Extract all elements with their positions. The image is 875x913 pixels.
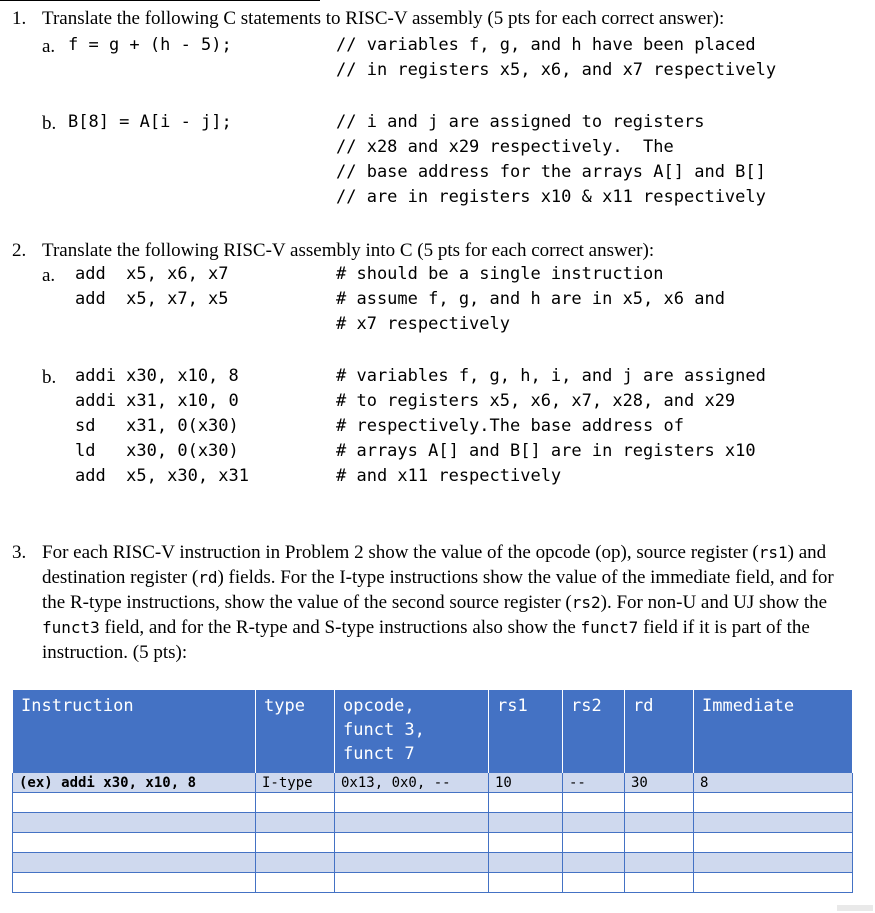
- cell-instruction[interactable]: [13, 813, 256, 833]
- cell-rs2[interactable]: --: [563, 773, 625, 793]
- header-immediate: Immediate: [694, 690, 853, 773]
- code-line: add x5, x7, x5: [75, 289, 229, 309]
- comment-line: # arrays A[] and B[] are in registers x10: [336, 441, 756, 461]
- comment-line: // are in registers x10 & x11 respectively: [336, 187, 766, 207]
- table-header-row: [13, 690, 853, 773]
- header-instruction: Instruction: [13, 690, 256, 773]
- cell-rs2[interactable]: [563, 813, 625, 833]
- cell-rs2[interactable]: [563, 793, 625, 813]
- comment-line: // variables f, g, and h have been placed: [336, 35, 756, 55]
- code-line: sd x31, 0(x30): [75, 416, 239, 436]
- instruction-fields-table: [12, 690, 853, 893]
- cell-rd[interactable]: [625, 853, 694, 873]
- table-row: [13, 813, 853, 833]
- cell-opcode[interactable]: [335, 833, 489, 853]
- cell-type[interactable]: [256, 853, 335, 873]
- rd-term: rd: [198, 568, 218, 587]
- comment-line: # respectively.The base address of: [336, 416, 684, 436]
- problem-2a-comments: [336, 262, 725, 337]
- cell-rs1[interactable]: [489, 833, 563, 853]
- p3-text-part: ) and destination register (: [42, 542, 827, 588]
- header-type: type: [256, 690, 335, 773]
- cell-opcode[interactable]: [335, 793, 489, 813]
- header-rs1: rs1: [489, 690, 563, 773]
- comment-line: # and x11 respectively: [336, 466, 562, 486]
- problem-2b-letter: b.: [42, 367, 57, 388]
- cell-instruction[interactable]: [13, 793, 256, 813]
- cell-rs1[interactable]: [489, 793, 563, 813]
- funct7-term: funct7: [580, 618, 639, 637]
- cell-rd[interactable]: [625, 873, 694, 893]
- code-line: ld x30, 0(x30): [75, 441, 239, 461]
- comment-line: // in registers x5, x6, and x7 respectively: [336, 60, 777, 80]
- problem-3-text: [42, 540, 857, 665]
- problem-1a-code: f = g + (h - 5);: [68, 35, 232, 55]
- cell-instruction[interactable]: [13, 833, 256, 853]
- problem-1b-comments: [336, 110, 766, 210]
- comment-line: # should be a single instruction: [336, 264, 664, 284]
- table-row: [13, 833, 853, 853]
- problem-2-text: Translate the following RISC-V assembly into C (5 pts for each correct answer):: [42, 240, 655, 261]
- cell-immediate[interactable]: [694, 813, 853, 833]
- cell-rs1[interactable]: [489, 853, 563, 873]
- header-rd: rd: [625, 690, 694, 773]
- top-rule: [0, 0, 320, 1]
- cell-rs2[interactable]: [563, 853, 625, 873]
- cell-type[interactable]: I-type: [256, 773, 335, 793]
- cell-rs1[interactable]: [489, 813, 563, 833]
- problem-2b-code: [75, 364, 249, 489]
- page-corner-mark: [837, 905, 873, 911]
- problem-2a-code: [75, 262, 229, 312]
- rs1-term: rs1: [758, 543, 788, 562]
- code-line: addi x31, x10, 0: [75, 391, 239, 411]
- cell-rd[interactable]: 30: [625, 773, 694, 793]
- comment-line: # x7 respectively: [336, 314, 510, 334]
- cell-type[interactable]: [256, 873, 335, 893]
- cell-opcode[interactable]: [335, 873, 489, 893]
- cell-type[interactable]: [256, 793, 335, 813]
- cell-rs1[interactable]: [489, 873, 563, 893]
- comment-line: // x28 and x29 respectively. The: [336, 137, 674, 157]
- cell-instruction[interactable]: [13, 873, 256, 893]
- table-row: [13, 793, 853, 813]
- header-rs2: rs2: [563, 690, 625, 773]
- code-line: add x5, x6, x7: [75, 264, 229, 284]
- p3-text-part: ) fields. For the I-type instructions show the value of the immediate field, and for the R-type instructions, show the value of the second source register (: [42, 567, 834, 613]
- cell-opcode[interactable]: [335, 853, 489, 873]
- header-opcode: opcode, funct 3, funct 7: [335, 690, 489, 773]
- cell-opcode[interactable]: 0x13, 0x0, --: [335, 773, 489, 793]
- problem-3-number: 3.: [12, 542, 27, 563]
- cell-immediate[interactable]: [694, 853, 853, 873]
- table-row: [13, 853, 853, 873]
- code-line: add x5, x30, x31: [75, 466, 249, 486]
- table-row-example: [13, 773, 853, 793]
- comment-line: # to registers x5, x6, x7, x28, and x29: [336, 391, 736, 411]
- cell-rd[interactable]: [625, 833, 694, 853]
- comment-line: # assume f, g, and h are in x5, x6 and: [336, 289, 725, 309]
- cell-rs2[interactable]: [563, 833, 625, 853]
- cell-rd[interactable]: [625, 793, 694, 813]
- p3-text-part: For each RISC-V instruction in Problem 2 show the value of the opcode (op), source register (: [42, 542, 759, 563]
- p3-text-part: field if it is part of the instruction. (5 pts):: [42, 617, 810, 663]
- problem-2b-comments: [336, 364, 766, 489]
- comment-line: // base address for the arrays A[] and B[]: [336, 162, 766, 182]
- table-row: [13, 873, 853, 893]
- comment-line: // i and j are assigned to registers: [336, 112, 705, 132]
- cell-rs2[interactable]: [563, 873, 625, 893]
- cell-immediate[interactable]: [694, 873, 853, 893]
- comment-line: # variables f, g, h, i, and j are assigned: [336, 366, 766, 386]
- problem-1b-letter: b.: [42, 113, 57, 134]
- cell-type[interactable]: [256, 813, 335, 833]
- problem-2-number: 2.: [12, 240, 27, 261]
- cell-rs1[interactable]: 10: [489, 773, 563, 793]
- rs2-term: rs2: [571, 593, 601, 612]
- p3-text-part: field, and for the R-type and S-type instructions also show the: [99, 617, 581, 638]
- cell-type[interactable]: [256, 833, 335, 853]
- problem-1-text: Translate the following C statements to RISC-V assembly (5 pts for each correct answer):: [42, 8, 725, 29]
- cell-immediate[interactable]: [694, 793, 853, 813]
- cell-immediate[interactable]: [694, 833, 853, 853]
- cell-rd[interactable]: [625, 813, 694, 833]
- problem-1a-letter: a.: [42, 36, 56, 57]
- problem-1-number: 1.: [12, 8, 27, 29]
- cell-instruction[interactable]: (ex) addi x30, x10, 8: [13, 773, 256, 793]
- cell-immediate[interactable]: 8: [694, 773, 853, 793]
- problem-1b-code: B[8] = A[i - j];: [68, 112, 232, 132]
- p3-text-part: ). For non-U and UJ show the: [600, 592, 828, 613]
- cell-opcode[interactable]: [335, 813, 489, 833]
- problem-1a-comments: [336, 33, 776, 83]
- code-line: addi x30, x10, 8: [75, 366, 239, 386]
- cell-instruction[interactable]: [13, 853, 256, 873]
- funct3-term: funct3: [42, 618, 100, 637]
- problem-2a-letter: a.: [42, 265, 56, 286]
